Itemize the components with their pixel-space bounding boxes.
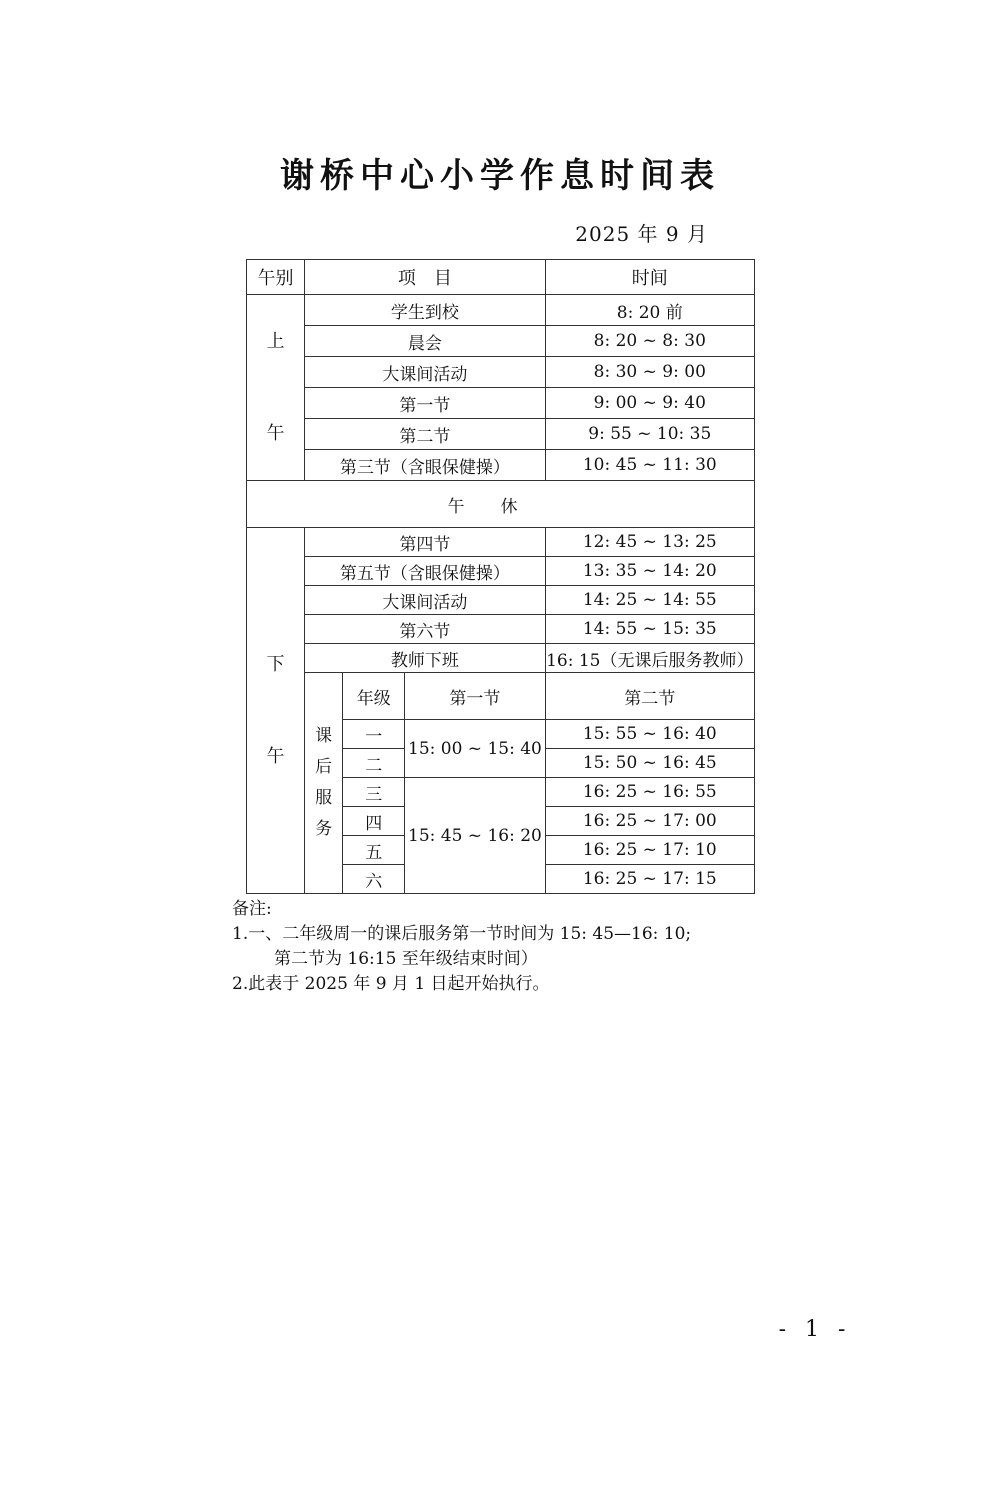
first-period-time: 15: 00 ~ 15: 40 xyxy=(405,720,545,778)
after-school-header-second: 第二节 xyxy=(545,673,754,720)
after-school-label-char: 服 xyxy=(315,788,333,808)
second-period-time: 16: 25 ~ 17: 00 xyxy=(545,807,754,836)
row-item: 晨会 xyxy=(305,326,545,357)
table-row xyxy=(247,450,755,481)
row-item: 学生到校 xyxy=(305,295,545,326)
grade-cell: 二 xyxy=(343,749,405,778)
notes-heading: 备注: xyxy=(232,899,272,919)
morning-label-bottom: 午 xyxy=(266,422,285,444)
row-time: 14: 25 ~ 14: 55 xyxy=(545,586,754,615)
row-item: 第六节 xyxy=(305,615,545,644)
table-row xyxy=(247,586,755,615)
row-time: 8: 30 ~ 9: 00 xyxy=(545,357,754,388)
grade-cell: 一 xyxy=(343,720,405,749)
row-time: 9: 00 ~ 9: 40 xyxy=(545,388,754,419)
table-row xyxy=(247,615,755,644)
row-time: 8: 20 前 xyxy=(545,295,754,326)
row-item: 第三节（含眼保健操） xyxy=(305,450,545,481)
first-period-time: 15: 45 ~ 16: 20 xyxy=(405,778,545,894)
after-school-label-char: 后 xyxy=(315,757,333,777)
noon-break-row xyxy=(247,481,755,528)
note-line-2: 2.此表于 2025 年 9 月 1 日起开始执行。 xyxy=(232,974,550,994)
row-item: 第一节 xyxy=(305,388,545,419)
row-item: 大课间活动 xyxy=(305,357,545,388)
afternoon-label-bottom: 午 xyxy=(266,745,285,767)
row-time: 16: 15（无课后服务教师） xyxy=(545,644,754,673)
row-item: 第四节 xyxy=(305,528,545,557)
row-item: 第二节 xyxy=(305,419,545,450)
second-period-time: 16: 25 ~ 17: 15 xyxy=(545,865,754,894)
row-time: 9: 55 ~ 10: 35 xyxy=(545,419,754,450)
after-school-label xyxy=(305,673,343,894)
row-time: 14: 55 ~ 15: 35 xyxy=(545,615,754,644)
date-label: 2025 年 9 月 xyxy=(575,222,708,246)
table-row xyxy=(247,357,755,388)
row-item: 教师下班 xyxy=(305,644,545,673)
afternoon-label xyxy=(247,528,305,894)
grade-cell: 四 xyxy=(343,807,405,836)
table-row xyxy=(247,528,755,557)
after-school-label-char: 务 xyxy=(315,819,333,839)
notes-section xyxy=(232,897,792,997)
second-period-time: 15: 55 ~ 16: 40 xyxy=(545,720,754,749)
table-row xyxy=(247,419,755,450)
row-time: 8: 20 ~ 8: 30 xyxy=(545,326,754,357)
after-school-header-grade: 年级 xyxy=(343,673,405,720)
table-row xyxy=(247,388,755,419)
table-row xyxy=(247,557,755,586)
after-school-label-char: 课 xyxy=(315,726,333,746)
row-item: 第五节（含眼保健操） xyxy=(305,557,545,586)
second-period-time: 16: 25 ~ 16: 55 xyxy=(545,778,754,807)
row-time: 13: 35 ~ 14: 20 xyxy=(545,557,754,586)
table-row xyxy=(247,295,755,326)
grade-cell: 五 xyxy=(343,836,405,865)
table-row xyxy=(247,644,755,673)
noon-break: 午休 xyxy=(247,481,755,528)
page-number: - 1 - xyxy=(778,1317,852,1342)
row-time: 12: 45 ~ 13: 25 xyxy=(545,528,754,557)
schedule-table xyxy=(246,259,755,894)
grade-cell: 三 xyxy=(343,778,405,807)
row-time: 10: 45 ~ 11: 30 xyxy=(545,450,754,481)
table-header-row xyxy=(247,260,755,295)
header-period: 午别 xyxy=(247,260,305,295)
morning-label-top: 上 xyxy=(266,330,285,352)
second-period-time: 16: 25 ~ 17: 10 xyxy=(545,836,754,865)
note-line-1-continued: 第二节为 16:15 至年级结束时间） xyxy=(274,949,538,969)
row-item: 大课间活动 xyxy=(305,586,545,615)
header-time: 时间 xyxy=(545,260,754,295)
page-title: 谢桥中心小学作息时间表 xyxy=(280,156,720,196)
header-item: 项 目 xyxy=(305,260,545,295)
table-row xyxy=(247,326,755,357)
grade-cell: 六 xyxy=(343,865,405,894)
after-school-header-row xyxy=(247,673,755,720)
note-line-1: 1.一、二年级周一的课后服务第一节时间为 15: 45—16: 10; xyxy=(232,924,692,944)
afternoon-label-top: 下 xyxy=(266,653,285,675)
after-school-header-first: 第一节 xyxy=(405,673,545,720)
second-period-time: 15: 50 ~ 16: 45 xyxy=(545,749,754,778)
morning-label xyxy=(247,295,305,481)
